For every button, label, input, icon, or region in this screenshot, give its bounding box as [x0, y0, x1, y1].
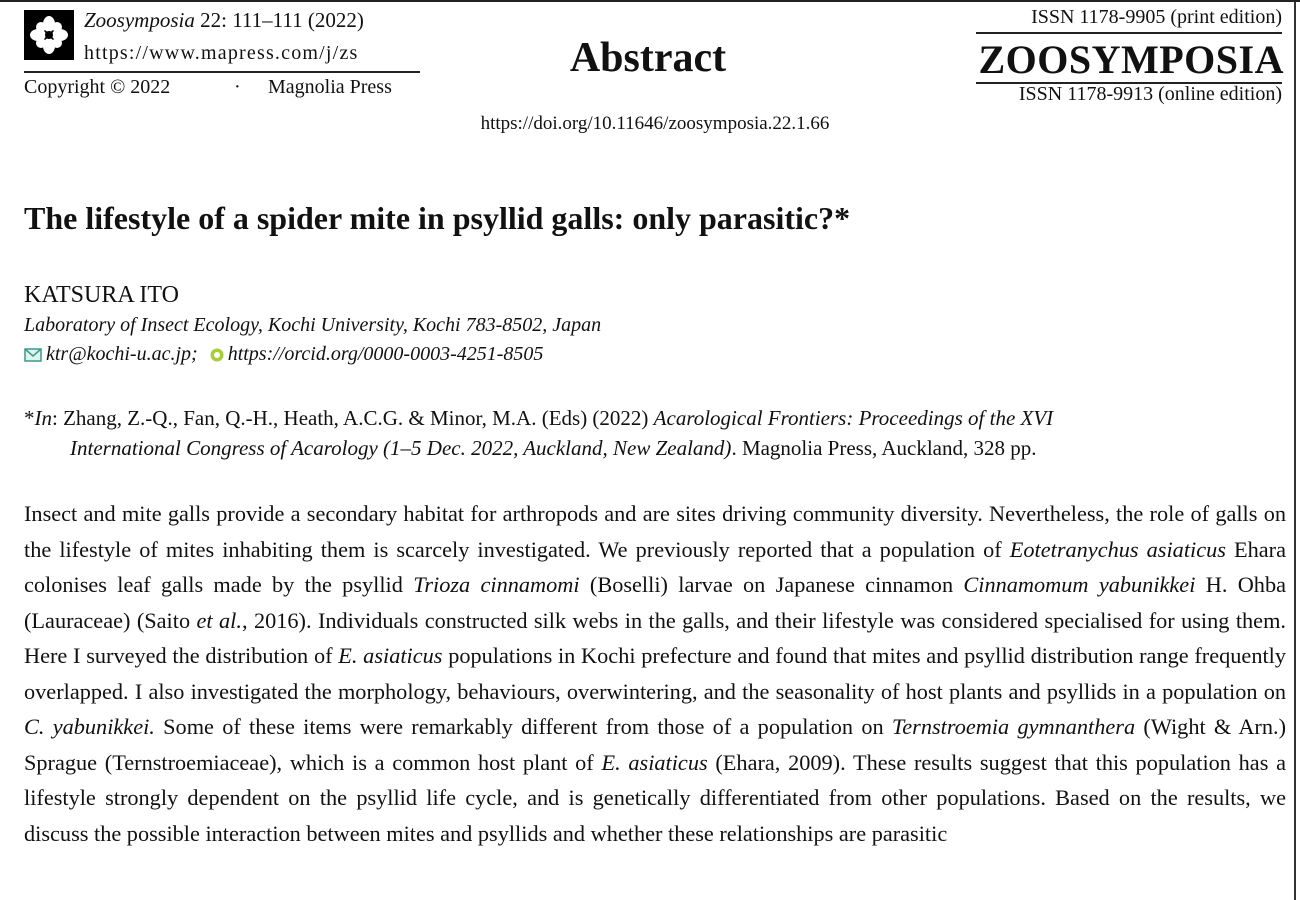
- abstract-body: [24, 496, 1286, 851]
- journal-volume-pages: 22: 111–111 (2022): [194, 8, 364, 32]
- abstract-paragraph: [24, 496, 1286, 851]
- footnote-proceedings-2: International Congress of Acarology (1–5 Dec. 2022, Auckland, New Zealand): [70, 436, 732, 460]
- body-text-run: Insect and mite galls provide a secondary habitat for arthropods and are sites driving community diversity. Nevertheless, the role of galls on the lifestyle of mites inhabiting them is scarcely investigated. We previously reported that a population of: [24, 501, 1286, 562]
- body-text-run: Some of these items were remarkably different from those of a population on: [154, 714, 892, 739]
- footnote-editors: : Zhang, Z.-Q., Fan, Q.-H., Heath, A.C.G. & Minor, M.A. (Eds) (2022): [52, 406, 654, 430]
- footnote-tail: . Magnolia Press, Auckland, 328 pp.: [731, 436, 1037, 460]
- journal-url-link[interactable]: https://www.mapress.com/j/zs: [84, 42, 359, 64]
- body-text-run: populations in Kochi prefecture and found that mites and psyllid distribution range frequently overlapped. I also investigated the morphology, behaviours, overwintering, and the seasonality of host plants and psyllids in a population on: [24, 643, 1287, 704]
- journal-brand: ZOOSYMPOSIA: [978, 37, 1284, 82]
- species-name: Ternstroemia gymnanthera: [891, 714, 1136, 739]
- footnote-line-2: [24, 433, 1286, 463]
- author-orcid-link[interactable]: https://orcid.org/0000-0003-4251-8505: [227, 343, 544, 365]
- species-name: Eotetranychus asiaticus: [1009, 536, 1226, 562]
- body-text-run: (Ehara, 2009). These results suggest that this population has a lifestyle strongly dependent on the psyllid life cycle, and is genetically differentiated from other populations. Based on the results, we discuss the possible interaction between mites and psyllids and whether these relationships are parasitic: [24, 749, 1286, 846]
- issn-print: ISSN 1178-9905 (print edition): [1031, 6, 1282, 28]
- header-divider-right-top: [976, 32, 1282, 34]
- doi-link[interactable]: https://doi.org/10.11646/zoosymposia.22.1.66: [480, 113, 830, 134]
- section-label: Abstract: [569, 35, 727, 81]
- top-border: [0, 0, 1300, 2]
- journal-citation: [84, 8, 364, 33]
- body-text-run: (Boselli) larvae on Japanese cinnamon: [579, 572, 964, 597]
- article-title: The lifestyle of a spider mite in psyllid galls: only parasitic?*: [24, 200, 851, 236]
- author-name: KATSURA ITO: [24, 282, 179, 308]
- separator-dot: ·: [234, 76, 241, 98]
- footnote-in-label: In: [34, 406, 52, 430]
- body-text-run: , 2016). Individuals constructed silk webs in the galls, and their lifestyle was considered specialised for using them. Here I surveyed the distribution of: [24, 607, 1286, 668]
- copyright-text: Copyright © 2022: [24, 76, 171, 98]
- journal-name: Zoosymposia: [84, 8, 195, 32]
- orcid-icon: [210, 348, 224, 362]
- body-text-run: (Wight & Arn.) Sprague (Ternstroemiaceae), which is a common host plant of: [24, 714, 1286, 775]
- body-text-run: Ehara colonises leaf galls made by the psyllid: [24, 536, 1286, 597]
- email-icon: [24, 348, 42, 362]
- footnote-marker: *: [24, 406, 35, 430]
- author-contact: [24, 343, 543, 366]
- body-text-run: H. Ohba (Lauraceae) (Saito: [24, 572, 1286, 633]
- species-name: Trioza cinnamomi: [413, 572, 580, 597]
- citation-et-al: et al.: [196, 607, 242, 633]
- publisher-name: Magnolia Press: [268, 76, 392, 98]
- author-email-link[interactable]: ktr@kochi-u.ac.jp;: [46, 343, 198, 365]
- footnote-line-1: [24, 403, 1286, 433]
- footnote-proceedings-1: Acarological Frontiers: Proceedings of the XVI: [653, 406, 1054, 430]
- issn-online: ISSN 1178-9913 (online edition): [1018, 83, 1282, 105]
- species-name: E. asiaticus: [338, 643, 443, 668]
- proceedings-footnote: [24, 403, 1286, 463]
- species-name: Cinnamomum yabunikkei: [963, 572, 1196, 597]
- species-name: C. yabunikkei.: [24, 714, 155, 739]
- species-name: E. asiaticus: [601, 749, 708, 775]
- author-affiliation: Laboratory of Insect Ecology, Kochi University, Kochi 783-8502, Japan: [24, 314, 602, 336]
